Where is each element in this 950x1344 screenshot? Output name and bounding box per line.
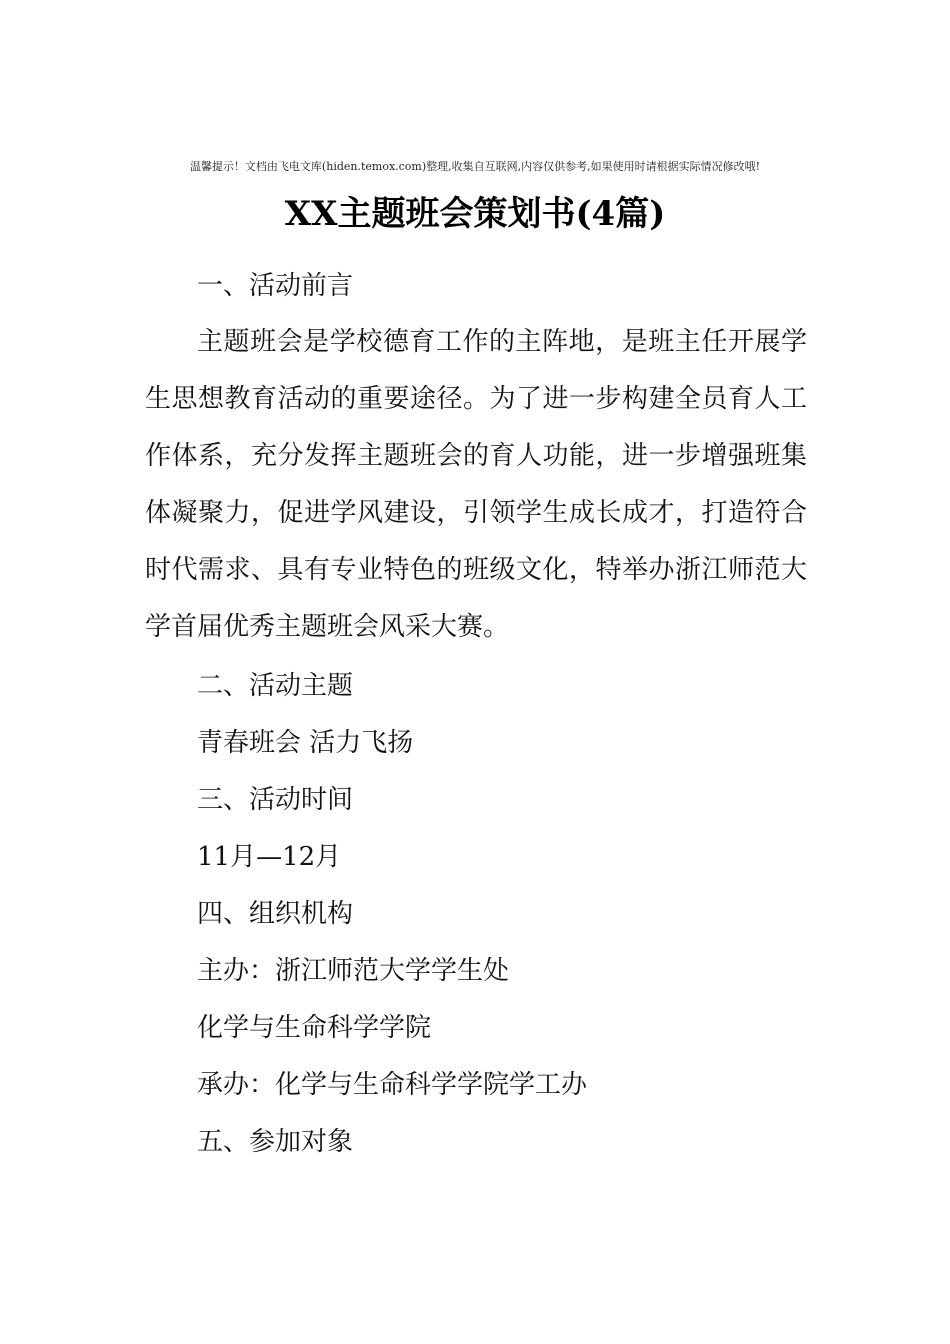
section-heading-theme: 二、活动主题 <box>197 671 354 701</box>
section-heading-time: 三、活动时间 <box>197 785 354 815</box>
section-heading-participants: 五、参加对象 <box>197 1127 354 1157</box>
undertaker-line: 承办：化学与生命科学学院学工办 <box>197 1070 588 1100</box>
section-heading-organization: 四、组织机构 <box>197 899 354 929</box>
organizer-line: 主办：浙江师范大学学生处 <box>197 956 510 986</box>
document-title: XX主题班会策划书(4篇) <box>284 194 666 234</box>
download-notice: 温馨提示！文档由飞电文库(hiden.temox.com)整理,收集自互联网,内容仅供参考,如果使用时请根据实际情况修改哦! <box>189 160 761 173</box>
theme-text: 青春班会 活力飞扬 <box>197 728 414 758</box>
preface-paragraph: 主题班会是学校德育工作的主阵地，是班主任开展学生思想教育活动的重要途径。为了进一步构建全员育人工作体系，充分发挥主题班会的育人功能，进一步增强班集体凝聚力，促进学风建设，引领学生成长成才，打造符合时代需求、具有专业特色的班级文化，特举办浙江师范大学首届优秀主题班会风采大赛。 <box>145 327 807 642</box>
co-organizer-line: 化学与生命科学学院 <box>197 1013 432 1043</box>
section-heading-preface: 一、活动前言 <box>197 271 354 301</box>
time-text: 11月—12月 <box>197 842 342 872</box>
